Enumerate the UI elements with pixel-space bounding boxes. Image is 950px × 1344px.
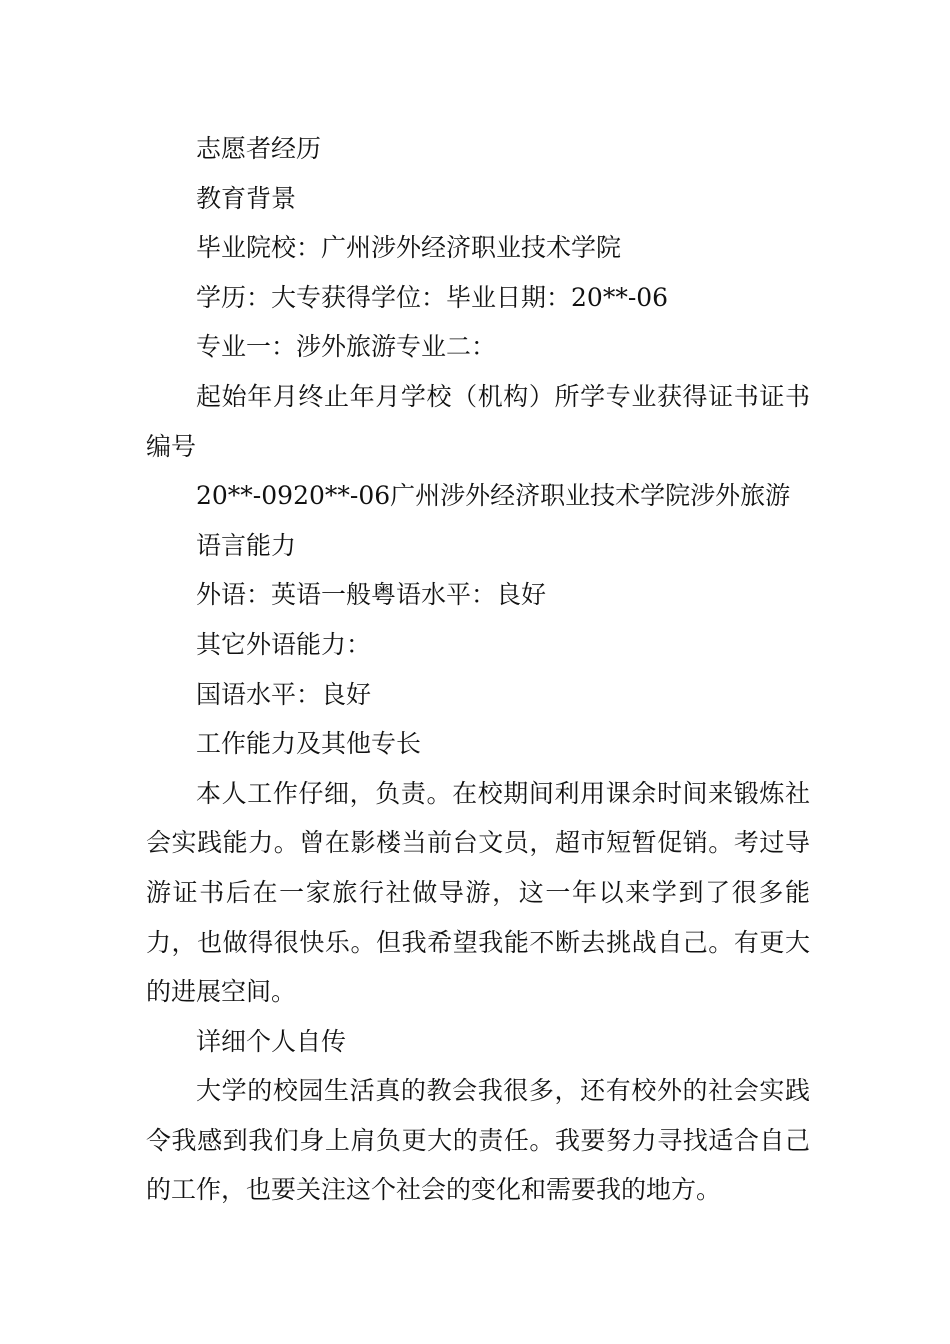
heading-education-background: 教育背景 [196, 183, 297, 213]
heading-work-ability: 工作能力及其他专长 [196, 729, 422, 759]
degree-line: 学历：大专获得学位：毕业日期：20**-06 [196, 282, 669, 312]
work-ability-paragraph: 本人工作仔细，负责。在校期间利用课余时间来锻炼社会实践能力。曾在影楼当前台文员，超市短暂促销。考过导游证书后在一家旅行社做导游，这一年以来学到了很多能力，也做得很快乐。但我希望我能不断去挑战自己。有更大的进展空间。 [146, 778, 810, 1007]
autobiography-paragraph: 大学的校园生活真的教会我很多，还有校外的社会实践令我感到我们身上肩负更大的责任。我要努力寻找适合自己的工作，也要关注这个社会的变化和需要我的地方。 [146, 1076, 810, 1205]
education-record: 20**-0920**-06广州涉外经济职业技术学院涉外旅游 [196, 481, 791, 511]
education-table-header: 起始年月终止年月学校（机构）所学专业获得证书证书编号 [146, 381, 810, 461]
document-body [146, 124, 810, 1215]
heading-language-ability: 语言能力 [196, 530, 297, 560]
heading-volunteer-experience: 志愿者经历 [196, 134, 322, 163]
other-language-line: 其它外语能力： [196, 629, 372, 659]
major-line: 专业一：涉外旅游专业二： [196, 332, 497, 362]
heading-autobiography: 详细个人自传 [196, 1026, 347, 1056]
foreign-language-line: 外语：英语一般粤语水平：良好 [196, 580, 547, 610]
mandarin-level-line: 国语水平：良好 [196, 679, 372, 709]
graduate-school-line: 毕业院校：广州涉外经济职业技术学院 [196, 233, 622, 263]
